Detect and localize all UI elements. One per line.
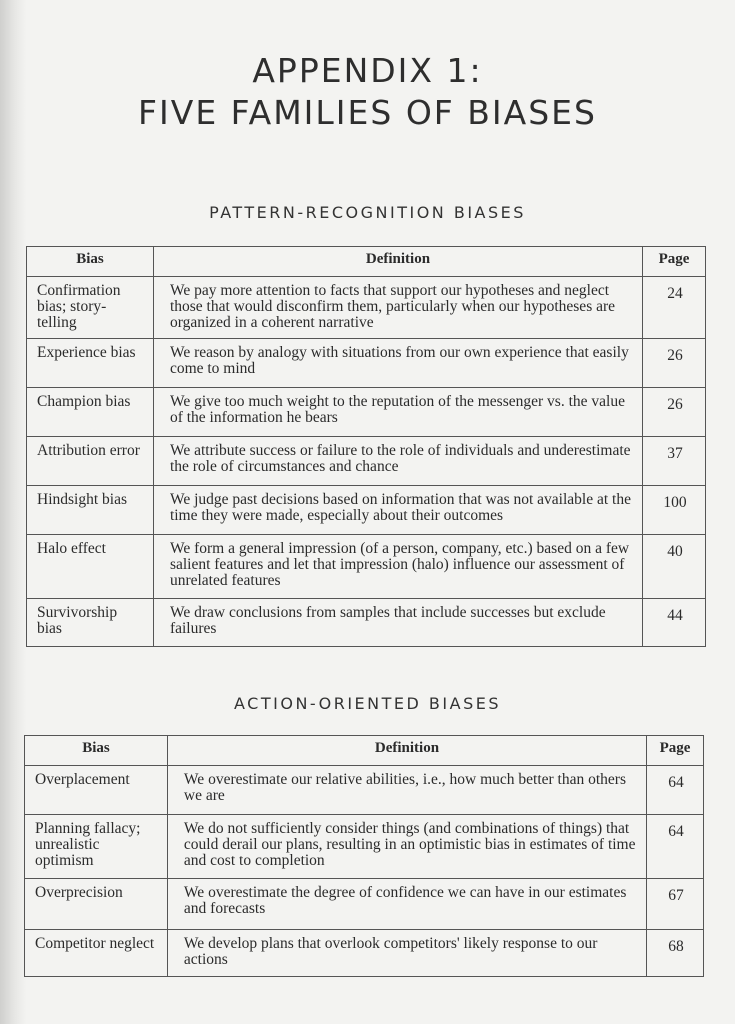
table-row <box>27 388 706 437</box>
bias-name: Planning fallacy; unrealistic optimism <box>25 815 168 879</box>
page-number: 26 <box>643 339 706 388</box>
page-number: 64 <box>647 766 704 815</box>
page-number: 40 <box>643 535 706 599</box>
page-number: 64 <box>647 815 704 879</box>
bias-name: Attribution error <box>27 437 154 486</box>
bias-name: Hindsight bias <box>27 486 154 535</box>
bias-definition: We form a general impression (of a person, company, etc.) based on a few salient features and let that impression (halo) influence our assessment of unrelated features <box>153 535 642 599</box>
bias-definition: We do not sufficiently consider things (and combinations of things) that could derail our plans, resulting in an optimistic bias in estimates of time and cost to completion <box>167 815 646 879</box>
bias-name: Halo effect <box>27 535 154 599</box>
title-line-2: FIVE FAMILIES OF BIASES <box>138 93 597 132</box>
pattern-recognition-table <box>26 246 706 647</box>
page-number: 24 <box>643 277 706 339</box>
page-number: 68 <box>647 930 704 977</box>
page-gutter-shadow <box>0 0 26 1024</box>
table-row <box>27 339 706 388</box>
bias-name: Confirmation bias; story-telling <box>27 277 154 339</box>
bias-name: Overplacement <box>25 766 168 815</box>
table-row <box>25 879 704 930</box>
bias-name: Champion bias <box>27 388 154 437</box>
bias-name: Experience bias <box>27 339 154 388</box>
bias-definition: We judge past decisions based on information that was not available at the time they were made, especially about their outcomes <box>153 486 642 535</box>
bias-definition: We give too much weight to the reputation of the messenger vs. the value of the information he bears <box>153 388 642 437</box>
table-row <box>25 766 704 815</box>
column-header-bias: Bias <box>27 247 154 277</box>
table-header-row <box>25 736 704 766</box>
column-header-page: Page <box>647 736 704 766</box>
column-header-definition: Definition <box>153 247 642 277</box>
table-header-row <box>27 247 706 277</box>
page-number: 26 <box>643 388 706 437</box>
bias-name: Competitor neglect <box>25 930 168 977</box>
page-number: 67 <box>647 879 704 930</box>
page-title <box>0 50 735 134</box>
table-row <box>27 599 706 647</box>
action-oriented-table <box>24 735 704 977</box>
bias-definition: We draw conclusions from samples that include successes but exclude failures <box>153 599 642 647</box>
bias-definition: We overestimate the degree of confidence we can have in our estimates and forecasts <box>167 879 646 930</box>
bias-definition: We develop plans that overlook competitors' likely response to our actions <box>167 930 646 977</box>
table-row <box>25 930 704 977</box>
bias-name: Overprecision <box>25 879 168 930</box>
table-row <box>27 486 706 535</box>
bias-definition: We reason by analogy with situations from our own experience that easily come to mind <box>153 339 642 388</box>
table-row <box>25 815 704 879</box>
table-row <box>27 437 706 486</box>
table-row <box>27 277 706 339</box>
section-heading-action-oriented: ACTION-ORIENTED BIASES <box>234 694 501 713</box>
bias-name: Survivorship bias <box>27 599 154 647</box>
column-header-bias: Bias <box>25 736 168 766</box>
page-number: 100 <box>643 486 706 535</box>
table-row <box>27 535 706 599</box>
title-line-1: APPENDIX 1: <box>252 51 483 90</box>
column-header-definition: Definition <box>167 736 646 766</box>
page-number: 44 <box>643 599 706 647</box>
bias-definition: We attribute success or failure to the role of individuals and underestimate the role of circumstances and chance <box>153 437 642 486</box>
bias-definition: We overestimate our relative abilities, i.e., how much better than others we are <box>167 766 646 815</box>
column-header-page: Page <box>643 247 706 277</box>
page-number: 37 <box>643 437 706 486</box>
bias-definition: We pay more attention to facts that support our hypotheses and neglect those that would disconfirm them, particularly when our hypotheses are organized in a coherent narrative <box>153 277 642 339</box>
section-heading-pattern-recognition: PATTERN-RECOGNITION BIASES <box>209 203 526 222</box>
